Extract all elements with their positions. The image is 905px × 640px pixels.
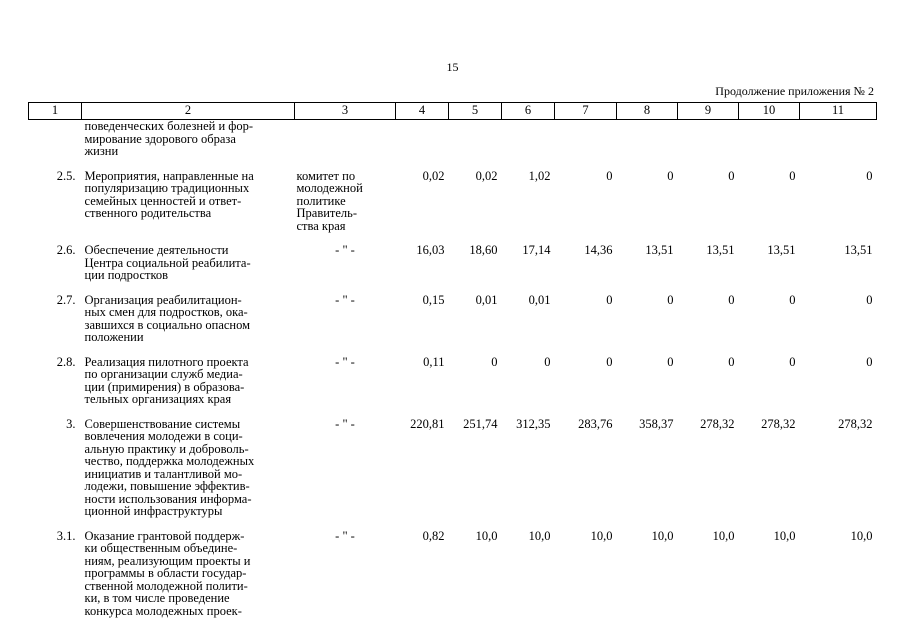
- value-cell-col-8: 0: [667, 168, 674, 183]
- value-cell-col-11: 10,0: [850, 528, 873, 543]
- value-cell-col-8: 10,0: [651, 528, 674, 543]
- page-number: 15: [446, 60, 459, 74]
- header-cell-8: 8: [617, 103, 678, 120]
- row-number: 2.5.: [56, 168, 76, 183]
- value-cell-col-11: 0: [866, 292, 873, 307]
- header-cell-6: 6: [502, 103, 555, 120]
- value-cell-col-4: [396, 120, 449, 170]
- table-row: [29, 530, 877, 630]
- row-number: 3.1.: [56, 528, 76, 543]
- value-cell-col-5: 10,0: [475, 528, 498, 543]
- value-cell-col-5: 251,74: [463, 416, 498, 431]
- row-executor: - " -: [335, 528, 355, 543]
- table-row: [29, 294, 877, 356]
- value-cell-col-6: 0,01: [528, 292, 551, 307]
- row-number: 2.7.: [56, 292, 76, 307]
- header-cell-1: 1: [29, 103, 82, 120]
- value-cell-col-6: 1,02: [528, 168, 551, 183]
- row-executor: - " -: [335, 354, 355, 369]
- value-cell-col-6: 17,14: [522, 243, 551, 257]
- row-title: Оказание грантовой поддерж- ки общественным объедине- ниям, реализующим проекты и программы в области государ- ственной молодежной полити- ки, в том числе проведение конкурса молодежных проек-: [84, 528, 251, 618]
- value-cell-col-4: 16,03: [416, 243, 445, 257]
- value-cell-col-8: 13,51: [645, 243, 674, 257]
- row-executor: - " -: [335, 243, 355, 257]
- row-executor: - " -: [335, 292, 355, 307]
- value-cell-col-7: [555, 120, 617, 170]
- value-cell-col-9: 10,0: [712, 528, 735, 543]
- value-cell-col-7: 0: [606, 354, 613, 369]
- value-cell-col-7: 10,0: [590, 528, 613, 543]
- table-row: [29, 356, 877, 418]
- table-row: [29, 120, 877, 170]
- value-cell-col-11: [800, 120, 877, 170]
- value-cell-col-8: 358,37: [639, 416, 674, 431]
- value-cell-col-10: [739, 120, 800, 170]
- value-cell-col-11: 0: [866, 168, 873, 183]
- row-number: 2.6.: [56, 243, 76, 257]
- value-cell-col-9: 278,32: [700, 416, 735, 431]
- value-cell-col-6: 312,35: [516, 416, 551, 431]
- value-cell-col-5: 0: [491, 354, 498, 369]
- header-row: [29, 103, 877, 120]
- value-cell-col-10: 0: [789, 354, 796, 369]
- value-cell-col-11: 278,32: [838, 416, 873, 431]
- value-cell-col-7: 0: [606, 168, 613, 183]
- row-executor: комитет по молодежной политике Правитель- ства края: [296, 168, 363, 233]
- value-cell-col-9: 0: [728, 168, 735, 183]
- value-cell-col-9: [678, 120, 739, 170]
- value-cell-col-10: 278,32: [761, 416, 796, 431]
- value-cell-col-9: 0: [728, 354, 735, 369]
- value-cell-col-4: 0,15: [422, 292, 445, 307]
- row-title: Обеспечение деятельности Центра социальной реабилита- ции подростков: [84, 243, 251, 282]
- value-cell-col-5: 0,01: [475, 292, 498, 307]
- value-cell-col-8: [617, 120, 678, 170]
- value-cell-col-6: [502, 120, 555, 170]
- value-cell-col-11: 0: [866, 354, 873, 369]
- value-cell-col-9: 13,51: [706, 243, 735, 257]
- header-cell-11: 11: [800, 103, 877, 120]
- row-title: Реализация пилотного проекта по организации служб медиа- ции (примирения) в образова- тельных организациях края: [84, 354, 249, 406]
- value-cell-col-8: 0: [667, 354, 674, 369]
- value-cell-col-7: 14,36: [584, 243, 613, 257]
- table-body: [29, 120, 877, 630]
- value-cell-col-4: 220,81: [410, 416, 445, 431]
- value-cell-col-5: 0,02: [475, 168, 498, 183]
- continuation-label: Продолжение приложения № 2: [715, 84, 874, 98]
- row-number: 2.8.: [56, 354, 76, 369]
- row-number: [29, 120, 82, 170]
- value-cell-col-6: 0: [544, 354, 551, 369]
- value-cell-col-10: 0: [789, 292, 796, 307]
- header-cell-5: 5: [449, 103, 502, 120]
- value-cell-col-7: 0: [606, 292, 613, 307]
- value-cell-col-7: 283,76: [578, 416, 613, 431]
- value-cell-col-6: 10,0: [528, 528, 551, 543]
- value-cell-col-5: 18,60: [469, 243, 498, 257]
- header-cell-4: 4: [396, 103, 449, 120]
- row-title: Совершенствование системы вовлечения молодежи в соци- альную практику и доброволь- чество, поддержка молодежных инициатив и талантливой мо- лодежи, повышение эффектив- ности использования информа- ционной инфраструктуры: [84, 416, 255, 518]
- program-table: [28, 102, 877, 629]
- value-cell-col-4: 0,02: [422, 168, 445, 183]
- header-cell-10: 10: [739, 103, 800, 120]
- header-cell-9: 9: [678, 103, 739, 120]
- value-cell-col-5: [449, 120, 502, 170]
- header-cell-7: 7: [555, 103, 617, 120]
- row-title: поведенческих болезней и фор- мирование здорового образа жизни: [84, 119, 254, 158]
- header-cell-2: 2: [82, 103, 295, 120]
- value-cell-col-10: 0: [789, 168, 796, 183]
- table-row: [29, 244, 877, 294]
- row-executor: [295, 120, 396, 170]
- row-executor: - " -: [335, 416, 355, 431]
- row-title: Мероприятия, направленные на популяризацию традиционных семейных ценностей и ответ- ственного родительства: [84, 168, 254, 220]
- value-cell-col-10: 10,0: [773, 528, 796, 543]
- value-cell-col-4: 0,11: [423, 354, 445, 369]
- value-cell-col-4: 0,82: [422, 528, 445, 543]
- value-cell-col-8: 0: [667, 292, 674, 307]
- table-row: [29, 418, 877, 530]
- value-cell-col-10: 13,51: [767, 243, 796, 257]
- table-row: [29, 170, 877, 245]
- row-number: 3.: [66, 416, 76, 431]
- value-cell-col-11: 13,51: [844, 243, 873, 257]
- row-title: Организация реабилитацион- ных смен для подростков, ока- завшихся в социально опасном положении: [84, 292, 251, 344]
- header-cell-3: 3: [295, 103, 396, 120]
- value-cell-col-9: 0: [728, 292, 735, 307]
